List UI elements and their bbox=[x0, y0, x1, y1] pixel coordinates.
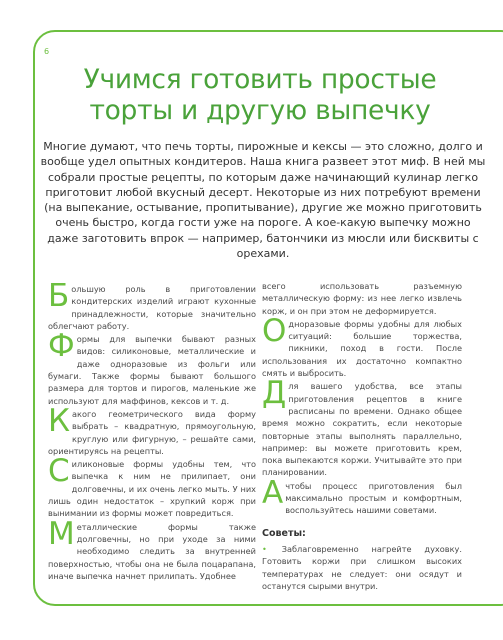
paragraph-text: еталлические формы также долговечны, но при уходе за ними необходимо следить за внутренней поверхностью, чтобы она не была поцарапана, иначе выпечка начнет прилипать. Удобнее bbox=[48, 521, 256, 581]
drop-cap: Б bbox=[48, 278, 70, 314]
drop-cap: М bbox=[48, 515, 75, 552]
drop-cap: Д bbox=[262, 375, 287, 412]
paragraph-text: ормы для выпечки бывают разных видов: силиконовые, металлические и даже одноразовые из фольги или бумаги. Также формы бывают большого размера для тортов и пирогов, маленькие же используют для маффинов, кексов и т. д. bbox=[48, 334, 256, 406]
paragraph-text: ольшую роль в приготовлении кондитерских изделий играют кухонные принадлежности, которые значительно облегчают работу. bbox=[48, 284, 256, 331]
paragraph bbox=[48, 515, 256, 582]
paragraph-text: чтобы процесс приготовления был максимально простым и комфортным, воспользуйтесь нашими советами. bbox=[285, 480, 462, 516]
tips-heading: Советы: bbox=[262, 527, 306, 539]
right-column bbox=[262, 280, 462, 592]
paragraph-text: дноразовые формы удобны для любых ситуаций: большие торжества, пикники, поход в гости. После использования их достаточно компактно смять и выбросить. bbox=[262, 318, 462, 379]
paragraph bbox=[48, 278, 256, 332]
drop-cap: К bbox=[48, 402, 71, 439]
paragraph-text: акого геометрического вида форму выбрать – квадратную, прямоугольную, круглую или фигурную, – решайте сами, ориентируясь на рецепты. bbox=[48, 408, 256, 456]
drop-cap: Ф bbox=[48, 328, 75, 365]
paragraph bbox=[48, 402, 256, 457]
drop-cap: О bbox=[262, 312, 287, 349]
drop-cap: А bbox=[262, 474, 284, 511]
paragraph-text: ля вашего удобства, все этапы приготовления рецептов в книге расписаны по времени. Однако общее время можно сократить, если некоторые повторные этапы выполнять параллельно, например: вы можете приготовить крем, пока выпекаются коржи. Учитывайте это при планировании. bbox=[262, 381, 462, 478]
bullet-icon: • bbox=[262, 543, 267, 554]
drop-cap: С bbox=[48, 453, 70, 490]
paragraph bbox=[262, 280, 462, 317]
paragraph bbox=[262, 474, 462, 517]
paragraph bbox=[262, 375, 462, 478]
paragraph-text: всего использовать разъемную металлическую форму: из нее легко извлечь корж, и он при этом не деформируется. bbox=[262, 281, 462, 316]
tip-text: Заблаговременно нагрейте духовку. Готовить коржи при слишком высоких температурах не следует: они осядут и останутся сырыми внутри. bbox=[262, 543, 462, 591]
paragraph-text: иликоновые формы удобны тем, что выпечка к ним не прилипает, они долговечны, и их очень легко мыть. У них лишь один недостаток – хрупкий корж при вынимании из формы может повредиться. bbox=[48, 459, 256, 519]
paragraph bbox=[48, 328, 256, 407]
paragraph bbox=[262, 312, 462, 379]
page-number: 6 bbox=[44, 47, 50, 56]
intro-paragraph: Многие думают, что печь торты, пирожные и кексы — это сложно, долго и вообще удел опытных кондитеров. Наша книга развеет этот миф. В ней мы собрали простые рецепты, по которым даже начинающий кулинар легко приготовит любой вкусный десерт. Некоторые из них потребуют времени (на выпекание, остывание, пропитывание), другие же можно приготовить очень быстро, когда гости уже на пороге. А кое-какую выпечку можно даже заготовить впрок — например, батончики из мюсли или бисквиты с орехами. bbox=[40, 140, 486, 261]
paragraph bbox=[48, 453, 256, 519]
page-title: Учимся готовить простые торты и другую выпечку bbox=[83, 64, 437, 126]
tip-item bbox=[262, 543, 462, 592]
left-column bbox=[48, 278, 256, 582]
